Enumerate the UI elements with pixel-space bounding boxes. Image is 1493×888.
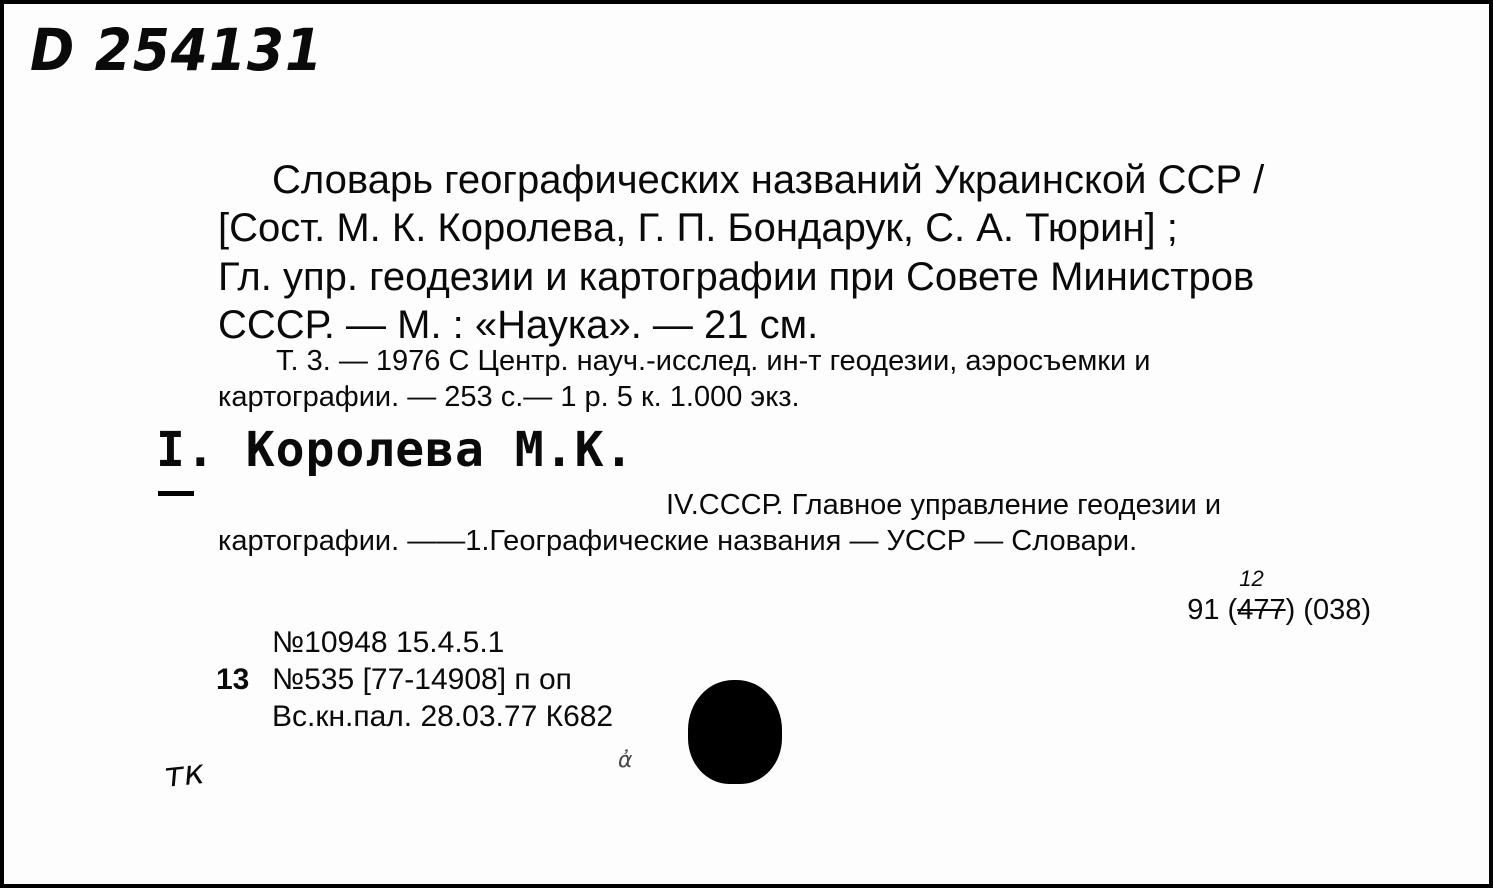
publisher-line: Гл. упр. геодезии и картографии при Совете Министров: [218, 254, 1255, 299]
admin-row: [216, 698, 613, 735]
class-suffix: ) (038): [1285, 594, 1371, 626]
admin-row: [216, 661, 613, 698]
subject-tracings: [218, 488, 1386, 560]
admin-row-number: 13: [216, 663, 250, 697]
handwritten-catalog-number: D 254131: [30, 16, 324, 84]
tracing-line-2: картографии. ——1.Географические названия — УССР — Словари.: [218, 524, 1138, 557]
handwritten-correction: 12: [1239, 566, 1264, 591]
added-entry-heading: I. Королева М.К.: [156, 422, 635, 478]
handwritten-scribble: ἀ: [618, 748, 633, 773]
admin-row-text: №535 [77-14908] п оп: [272, 663, 572, 697]
title-line: Словарь географических названий Украинской ССР /: [272, 158, 1265, 202]
compilers-line: [Сост. М. К. Королева, Г. П. Бондарук, С. А. Тюрин] ;: [218, 206, 1178, 251]
bibliographic-description: [218, 156, 1390, 350]
imprint-line: СССР. — М. : «Наука». — 21 см.: [218, 303, 819, 348]
classification-code: [1187, 566, 1371, 627]
handwritten-initials: тк: [162, 752, 207, 796]
admin-row-text: №10948 15.4.5.1: [272, 626, 505, 659]
volume-description: [218, 344, 1390, 416]
admin-row-text: Вс.кн.пал. 28.03.77 К682: [272, 700, 614, 734]
admin-info: [216, 624, 613, 736]
volume-line: Т. 3. — 1976 С Центр. науч.-исслед. ин-т геодезии, аэросъемки и: [276, 345, 1151, 377]
punch-hole: [688, 680, 782, 784]
admin-row: [216, 624, 613, 661]
pagination-line: картографии. — 253 с.— 1 р. 5 к. 1.000 экз.: [218, 380, 800, 413]
tracing-line-1: IV.СССР. Главное управление геодезии и: [666, 489, 1222, 521]
class-prefix: 91 (: [1187, 594, 1238, 626]
heading-underline: [158, 491, 194, 496]
class-struck-code: 477: [1237, 594, 1286, 626]
